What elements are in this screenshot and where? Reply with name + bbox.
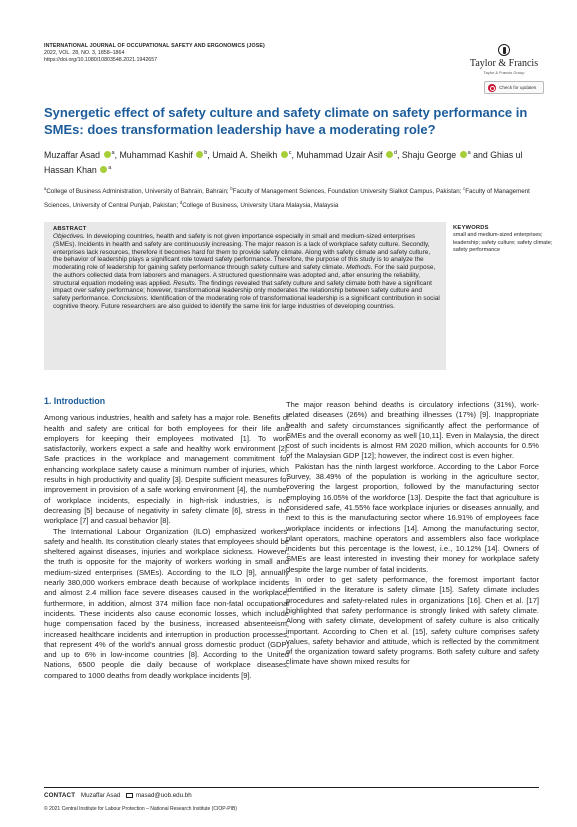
contact-label: CONTACT: [44, 792, 76, 799]
author-name[interactable]: Muhammad Uzair Asif: [296, 149, 383, 160]
affiliation-mark: b: [230, 186, 233, 191]
abstract-label: Objectives.: [53, 233, 85, 240]
contact-name: Muzaffar Asad: [80, 792, 121, 799]
email-icon: [126, 793, 133, 798]
abstract-segment: In developing countries, health and safety is not given importance especially in small and medium-sized enterprises (SMEs). Incidents in health and safety are continuously increasing. The major reason is a lack of workplace safety culture. Secondly, enterprises lack resources, therefore it becomes hard for them to provide safety climate. Along with safety climate and safety culture, the behavior of leadership plays a significant role toward safety performance. Therefore, the purpose of this study is to analyze the moderating role of leadership for gaining safety performance through safety culture and safety climate.: [53, 233, 431, 271]
body-paragraph: The major reason behind deaths is circulatory infections (31%), work-related diseases (26%) and breathing illnesses (17%) [9]. Inappropriate health and safety circumstances significantly affect the performance of SMEs and the overall economy as well [10,11]. Even in Malaysia, the direct cost of such incidents is almost RM 2020 million, which accounts for 0.5% of the Malaysian GDP [12]; however, the indirect cost is even higher.: [286, 400, 539, 461]
affiliation-mark: c: [463, 186, 466, 191]
author-affiliation-mark: a: [111, 150, 115, 156]
abstract-segment: For the said purpose, the authors collected data from laborers and managers. A structured questionnaire was adopted and, after ensuring the reliability, structural equation modeling was applied.: [53, 264, 436, 287]
check-for-updates-button[interactable]: [484, 81, 544, 94]
orcid-icon[interactable]: [460, 151, 467, 158]
orcid-icon[interactable]: [104, 151, 111, 158]
affiliation-text: Faculty of Management Sciences, University of Central Punjab, Pakistan;: [44, 188, 530, 210]
affiliation-text: Faculty of Management Sciences, Foundation University Sialkot Campus, Pakistan;: [232, 188, 464, 196]
abstract-label: Conclusions.: [111, 295, 149, 302]
keywords-text: small and medium-sized enterprises; leadership; safety culture; safety climate; safety performance: [453, 232, 553, 254]
body-paragraph: Among various industries, health and safety has a major role. Benefits of health and safety are critical for both employees for their life and employers for keeping their employees motivated [1]. To work satisfactorily, workers expect a safe and healthy work environment [2]. Safe practices in the workplace and management commitment for enhancing workplace safety cause a minimum number of injuries, which results in high productivity and quality [3]. Despite sufficient measures for improvement in provision of a safe working environment [4], the number of workplace incidents, especially in high-risk industries, is not decreasing [5] because of negativity in safety climate [6], stress in the workplace [7] and casual behavior [8].: [44, 413, 289, 526]
journal-info: [44, 43, 265, 65]
author-name[interactable]: Muhammad Kashif: [119, 149, 193, 160]
affiliations: [44, 183, 539, 211]
article-title: Synergetic effect of safety culture and safety climate on safety performance in SMEs: does transformation leadership have a moderating role?: [44, 105, 528, 137]
abstract-segment: The findings revealed that safety culture and safety climate both have a significant impact over safety performance; however, transformational leadership only moderates the relationship between safety culture and safety performance.: [53, 279, 432, 302]
orcid-icon[interactable]: [386, 151, 393, 158]
affiliation-text: College of Business Administration, University of Bahrain, Bahrain;: [46, 188, 231, 196]
keywords: [453, 225, 553, 255]
abstract-label: Methods.: [346, 264, 373, 271]
publisher-logo[interactable]: [469, 44, 539, 75]
publisher-emblem-icon: [498, 44, 510, 56]
body-paragraph: Pakistan has the ninth largest workforce. According to the Labor Force Survey, 38.49% of the population is working in the agriculture sector, covering the largest proportion, followed by the manufacturing sector employing 16.05% of the workforce [13]. Despite the fact that agriculture is considered safe, 41.55% face workplace injuries or diseases annually, and next to this is the manufacturing sector where 16.91% of employees face workplace incidents or infections [14]. Among the manufacturing sector, plant operators, machine operators and assemblers also face workplace incidents but this percentage is the lowest, i.e., 10.12% [14]. Owners of SMEs are least interested in investing their money for workplace safety despite the large number of fatal incidents.: [286, 461, 539, 574]
body-column-right: [286, 400, 539, 668]
publisher-subname: Taylor & Francis Group: [483, 70, 525, 75]
author-name[interactable]: Ghias ul Hassan Khan: [44, 149, 523, 176]
author-affiliation-mark: b: [204, 150, 208, 156]
author-affiliation-mark: d: [393, 150, 397, 156]
journal-name: INTERNATIONAL JOURNAL OF OCCUPATIONAL SAFETY AND ERGONOMICS (JOSE): [44, 43, 265, 49]
crossmark-icon: [488, 84, 496, 92]
contact-email-link[interactable]: masad@uob.edu.bh: [135, 792, 192, 799]
abstract-heading: ABSTRACT: [53, 226, 87, 232]
copyright-notice: © 2021 Central Institute for Labour Protection – National Research Institute (CIOP-PIB): [44, 806, 237, 812]
orcid-icon[interactable]: [196, 151, 203, 158]
abstract-segment: Identification of the moderating role of transformational leadership is a significant contribution in social cognitive theory. Future researchers are also guided to identify the same link for large industries of developing countries.: [53, 295, 440, 310]
author-affiliation-mark: a: [108, 165, 112, 172]
keywords-heading: KEYWORDS: [453, 225, 489, 231]
section-heading: 1. Introduction: [44, 396, 106, 406]
body-paragraph: In order to get safety performance, the foremost important factor identified in the literature is safety climate [15]. Safety climate includes procedures and safety-related rules in organizations [16]. Chen et al. [17] highlighted that safety performance is strongly linked with safety climate. Along with safety climate, development of safety culture is also critically important. According to Chen et al. [15], safety culture comprises safety values, safety behavior and attitude, which is reflected by the commitment of the organization toward safety programs. Both safety culture and safety climate have shown mixed results for: [286, 575, 539, 667]
author-affiliation-mark: c: [288, 150, 292, 156]
author-name[interactable]: Muzaffar Asad: [44, 149, 101, 160]
author-name[interactable]: Umaid A. Sheikh: [212, 149, 278, 160]
footer-divider: [44, 787, 539, 788]
affiliation-mark: a: [44, 186, 47, 191]
contact-line: [44, 792, 192, 799]
check-for-updates-label: Check for updates: [499, 85, 537, 90]
body-paragraph: The International Labour Organization (ILO) emphasized workers’ safety and health. Its constitution clearly states that employees should be sheltered against diseases, injuries and workplace sickness. However, the truth is opposite for the majority of workers working in small and medium-sized enterprises (SMEs). According to the ILO [9], annually nearly 380,000 workers embrace death because of workplace incidents and almost 2.4 million face severe diseases caused in the workplace; furthermore, in addition, almost 374 million face non-fatal occupational incidents. These incidents also cause economic losses, which include huge compensation faced by the business, increased absenteeism, increased healthcare incidents and interruption in production processes, that represent 4% of the world’s annual gross domestic product (GDP) and up to 6% in low-income countries [8]. According to the United Nations, 6500 people die daily because of workplace diseases, compared to 1000 deaths from deadly workplace incidents [9].: [44, 526, 289, 680]
affiliation-mark: d: [179, 200, 183, 206]
orcid-icon[interactable]: [100, 166, 107, 173]
publisher-name: Taylor & Francis: [469, 58, 539, 69]
author-name[interactable]: Shaju George: [401, 149, 457, 160]
doi-link[interactable]: https://doi.org/10.1080/10803548.2021.1942657: [44, 57, 158, 64]
affiliation-text: College of Business, University Utara Malaysia, Malaysia: [182, 202, 339, 210]
orcid-icon[interactable]: [281, 151, 288, 158]
body-column-left: [44, 396, 289, 681]
journal-issue: 2022, VOL. 28, NO. 3, 1858–1864: [44, 50, 125, 57]
abstract-label: Results.: [173, 279, 197, 287]
abstract-box: [44, 222, 446, 370]
author-affiliation-mark: a: [467, 150, 471, 156]
author-list: Muzaffar Asad $^a$, Muhammad Kashif $^b$, Umaid A. Sheikh $^c$, Muhammad Uzair Asif $^d$, Shaju George $^a$ and Ghias ul Hassan Khan $^a$: [44, 149, 523, 176]
abstract-text: [53, 233, 440, 311]
